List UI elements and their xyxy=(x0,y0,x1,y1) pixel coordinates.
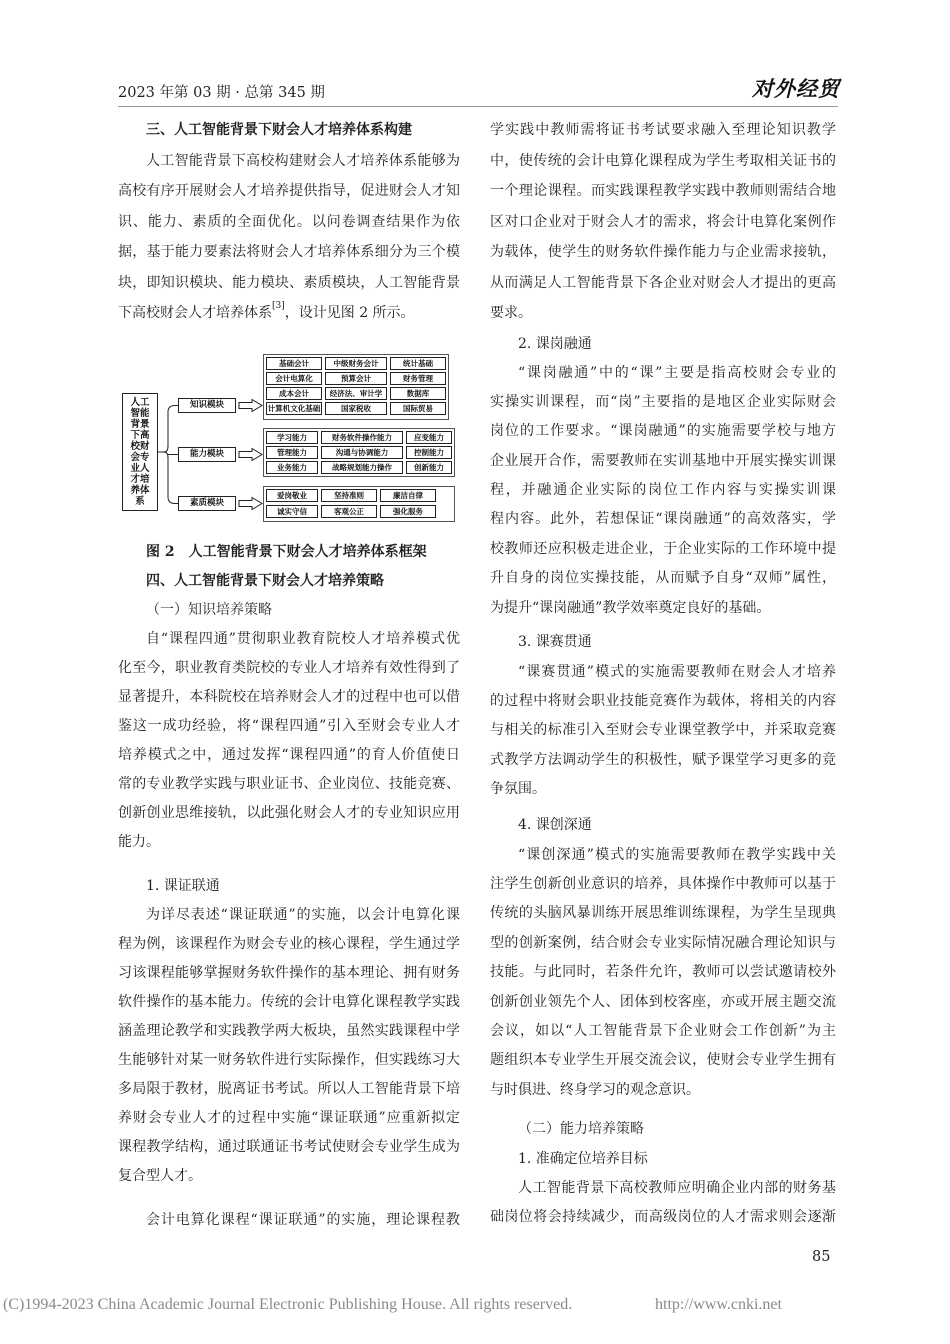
body-line: 自“课程四通”贯彻职业教育院校人才培养模式优 xyxy=(146,631,460,647)
ability-item: 沟通与协调能力 xyxy=(321,446,403,459)
body-line: 人工智能背景下高校教师应明确企业内部的财务基 xyxy=(518,1180,836,1197)
quality-item: 强化服务 xyxy=(380,505,436,518)
body-line: 复合型人才。 xyxy=(118,1168,202,1184)
body-line: 创新创业领先个人、团体到校客座，亦或开展主题交流 xyxy=(490,993,836,1010)
ability-item: 学习能力 xyxy=(266,431,318,444)
item-heading: 3. 课赛贯通 xyxy=(518,634,592,651)
body-line: 区对口企业对于财会人才的需求，将会计电算化案例作 xyxy=(490,213,836,230)
item1-continued-block xyxy=(118,1206,460,1235)
arrow-icon xyxy=(239,400,262,412)
knowledge-item: 基础会计 xyxy=(266,357,322,370)
body-line: 常的专业教学实践与职业证书、企业岗位、技能竞赛、 xyxy=(118,776,460,792)
body-line: 题组织本专业学生开展交流会议，使财会专业学生拥有 xyxy=(490,1052,836,1069)
body-line: 程内容。此外，若想保证“课岗融通”的高效落实，学 xyxy=(490,511,836,528)
body-line: 能力。 xyxy=(118,834,160,850)
body-line: 据，基于能力要素法将财会人才培养体系细分为三个模 xyxy=(118,244,460,260)
body-line: 校教师还应积极走进企业，于企业实际的工作环境中提 xyxy=(490,540,836,557)
module-quality: 素质模块 xyxy=(178,496,236,511)
body-line: 为提升“课岗融通”教学效率奠定良好的基础。 xyxy=(490,599,771,616)
body-line: 与相关的标准引入至财会专业课堂教学中，并采取竞赛 xyxy=(490,722,836,739)
issue-info: 2023 年第 03 期 · 总第 345 期 xyxy=(118,85,325,101)
body-line: 会计电算化课程“课证联通”的实施，理论课程教 xyxy=(146,1212,460,1228)
page-number: 85 xyxy=(812,1249,831,1265)
knowledge-item: 国际贸易 xyxy=(390,402,446,415)
item3-block xyxy=(490,628,836,804)
citation-ref: [3] xyxy=(272,301,285,311)
item-heading: 1. 课证联通 xyxy=(146,878,220,894)
body-line: 习该课程能够掌握财务软件操作的基本理论、拥有财务 xyxy=(118,965,460,981)
body-text: 下高校财会人才培养体系 xyxy=(118,305,272,321)
body-line: 升自身的岗位实操技能，从而赋予自身“双师”属性， xyxy=(490,570,836,587)
body-line: 实操实训课程，而“岗”主要指的是地区企业实际财会 xyxy=(490,393,836,410)
figure-caption: 图 2 人工智能背景下财会人才培养体系框架 xyxy=(146,544,427,560)
body-line: 础岗位将会持续减少，而高级岗位的人才需求则会逐渐 xyxy=(490,1209,836,1226)
item1-block xyxy=(118,872,460,1191)
body-line: 软件操作的基本能力。传统的会计电算化课程教学实践 xyxy=(118,994,460,1010)
ability-item: 应变能力 xyxy=(406,431,452,444)
figure-diagram xyxy=(118,350,460,526)
root-label: 人工智能背景下高校财会专业人才培养体系 xyxy=(130,397,150,507)
knowledge-item: 计算机文化基础 xyxy=(267,404,321,413)
body-line: 要求。 xyxy=(490,305,532,321)
body-line: 创新创业思维接轨，以此强化财会人才的专业知识应用 xyxy=(118,805,460,821)
knowledge-item: 统计基础 xyxy=(390,357,446,370)
body-line: “课赛贯通”模式的实施需要教师在财会人才培养 xyxy=(518,663,836,680)
body-line: “课创深通”模式的实施需要教师在教学实践中关 xyxy=(518,846,836,863)
header-divider xyxy=(118,106,838,107)
body-line: 一个理论课程。而实践课程教学实践中教师则需结合地 xyxy=(490,183,836,199)
knowledge-item: 会计电算化 xyxy=(266,372,322,385)
body-line: 涵盖理论教学和实践教学两大板块，虽然实践课程中学 xyxy=(118,1023,460,1039)
body-line: 识、能力、素质的全面优化。以问卷调查结果作为依 xyxy=(118,213,460,230)
item4-block xyxy=(490,811,836,1105)
body-line: 式教学方法调动学生的积极性，赋予课堂学习更多的竞 xyxy=(490,751,836,768)
body-text: ，设计见图 2 所示。 xyxy=(284,305,415,321)
quality-item: 爱岗敬业 xyxy=(266,489,318,502)
knowledge-item: 预算会计 xyxy=(325,372,387,385)
arrow-icon xyxy=(239,449,262,461)
section3-block xyxy=(118,115,460,329)
item-heading: 4. 课创深通 xyxy=(518,817,592,834)
body-line: 传统的头脑风暴训练开展思维训练课程，为学生呈现典 xyxy=(490,905,836,922)
body-line: 鉴这一成功经验，将“课程四通”引入至财会专业人才 xyxy=(118,718,460,734)
body-line: 为载体，使学生的财务软件操作能力与企业需求接轨， xyxy=(490,244,836,260)
body-line: 人工智能背景下高校构建财会人才培养体系能够为 xyxy=(146,152,460,169)
body-line: 生能够针对某一财务软件进行实际操作，但实践练习大 xyxy=(118,1052,460,1068)
ability-item: 财务软件操作能力 xyxy=(321,431,403,444)
root-box xyxy=(122,393,158,511)
footer-url: http://www.cnki.net xyxy=(655,1296,782,1313)
quality-item: 诚实守信 xyxy=(266,505,318,518)
ability-item: 控制能力 xyxy=(406,446,452,459)
body-line: 高校有序开展财会人才培养提供指导，促进财会人才知 xyxy=(118,183,460,199)
body-line: 岗位的工作要求。“课岗融通”的实施需要学校与地方 xyxy=(490,423,836,440)
body-line: 培养模式之中，通过发挥“课程四通”的育人价值使日 xyxy=(118,747,460,763)
body-line: 争氛围。 xyxy=(490,781,546,798)
body-line: 为详尽表述“课证联通”的实施，以会计电算化课 xyxy=(146,907,460,923)
body-line: 显著提升，本科院校在培养财会人才的过程中也可以借 xyxy=(118,689,460,705)
body-line: 程，并融通企业实际的岗位工作内容与实操实训课 xyxy=(490,482,836,499)
copyright-notice: (C)1994-2023 China Academic Journal Electronic Publishing House. All rights reserved. xyxy=(3,1296,573,1313)
body-line: 企业展开合作，需要教师在实训基地中开展实操实训课 xyxy=(490,452,836,469)
subsection2-block xyxy=(490,1115,836,1233)
quality-item: 廉洁自律 xyxy=(380,489,436,502)
item-heading: 2. 课岗融通 xyxy=(518,335,592,352)
arrow-icon xyxy=(239,498,262,510)
subsection-heading: （一）知识培养策略 xyxy=(146,602,272,618)
section4-block xyxy=(118,538,460,857)
section-heading: 四、人工智能背景下财会人才培养策略 xyxy=(146,573,384,589)
knowledge-item: 财务管理 xyxy=(390,372,446,385)
body-line xyxy=(118,298,460,329)
body-line: 注学生创新创业意识的培养，具体操作中教师可以基于 xyxy=(490,876,836,893)
item2-block xyxy=(490,359,836,624)
knowledge-item: 国家税收 xyxy=(325,402,387,415)
module-ability: 能力模块 xyxy=(178,447,236,462)
section-heading: 三、人工智能背景下财会人才培养体系构建 xyxy=(146,122,412,138)
ability-item: 业务能力 xyxy=(266,461,318,474)
ability-item: 战略规划能力操作 xyxy=(321,461,403,474)
knowledge-item: 数据库 xyxy=(390,387,446,400)
body-line: 课程教学结构，通过联通证书考试使财会专业学生成为 xyxy=(118,1139,460,1155)
body-line: “课岗融通”中的“课”主要是指高校财会专业的 xyxy=(518,364,836,381)
body-line: 学实践中教师需将证书考试要求融入至理论知识教学 xyxy=(490,122,836,138)
body-line: 从而满足人工智能背景下各企业对财会人才提出的更高 xyxy=(490,274,836,291)
item-heading: 1. 准确定位培养目标 xyxy=(518,1150,648,1167)
body-line: 与时俱进、终身学习的观念意识。 xyxy=(490,1081,700,1098)
body-line: 型的创新案例，结合财会专业实际情况融合理论知识与 xyxy=(490,934,836,951)
body-line: 会议，如以“人工智能背景下企业财会工作创新”为主 xyxy=(490,1023,836,1040)
subsection-heading: （二）能力培养策略 xyxy=(518,1121,644,1138)
ability-item: 创新能力 xyxy=(406,461,452,474)
body-line: 程为例，该课程作为财会专业的核心课程，学生通过学 xyxy=(118,936,460,952)
knowledge-item: 成本会计 xyxy=(266,387,322,400)
body-line: 块，即知识模块、能力模块、素质模块，人工智能背景 xyxy=(118,274,460,291)
body-line: 技能。与此同时，若条件允许，教师可以尝试邀请校外 xyxy=(490,964,836,981)
body-line: 化至今，职业教育类院校的专业人才培养有效性得到了 xyxy=(118,660,460,676)
quality-item: 坚持准则 xyxy=(321,489,377,502)
journal-logo: 对外经贸 xyxy=(752,76,840,101)
module-knowledge: 知识模块 xyxy=(178,398,236,413)
continued-block xyxy=(490,115,836,359)
body-line: 的过程中将财会职业技能竞赛作为载体，将相关的内容 xyxy=(490,693,836,710)
ability-item: 管理能力 xyxy=(266,446,318,459)
knowledge-item: 中级财务会计 xyxy=(325,357,387,370)
body-line: 中，使传统的会计电算化课程成为学生考取相关证书的 xyxy=(490,152,836,169)
quality-item: 客观公正 xyxy=(321,505,377,518)
body-line: 多局限于教材，脱离证书考试。所以人工智能背景下培 xyxy=(118,1081,460,1097)
body-line: 养财会专业人才的过程中实施“课证联通”应重新拟定 xyxy=(118,1110,460,1126)
knowledge-item: 经济法、审计学 xyxy=(325,387,387,400)
